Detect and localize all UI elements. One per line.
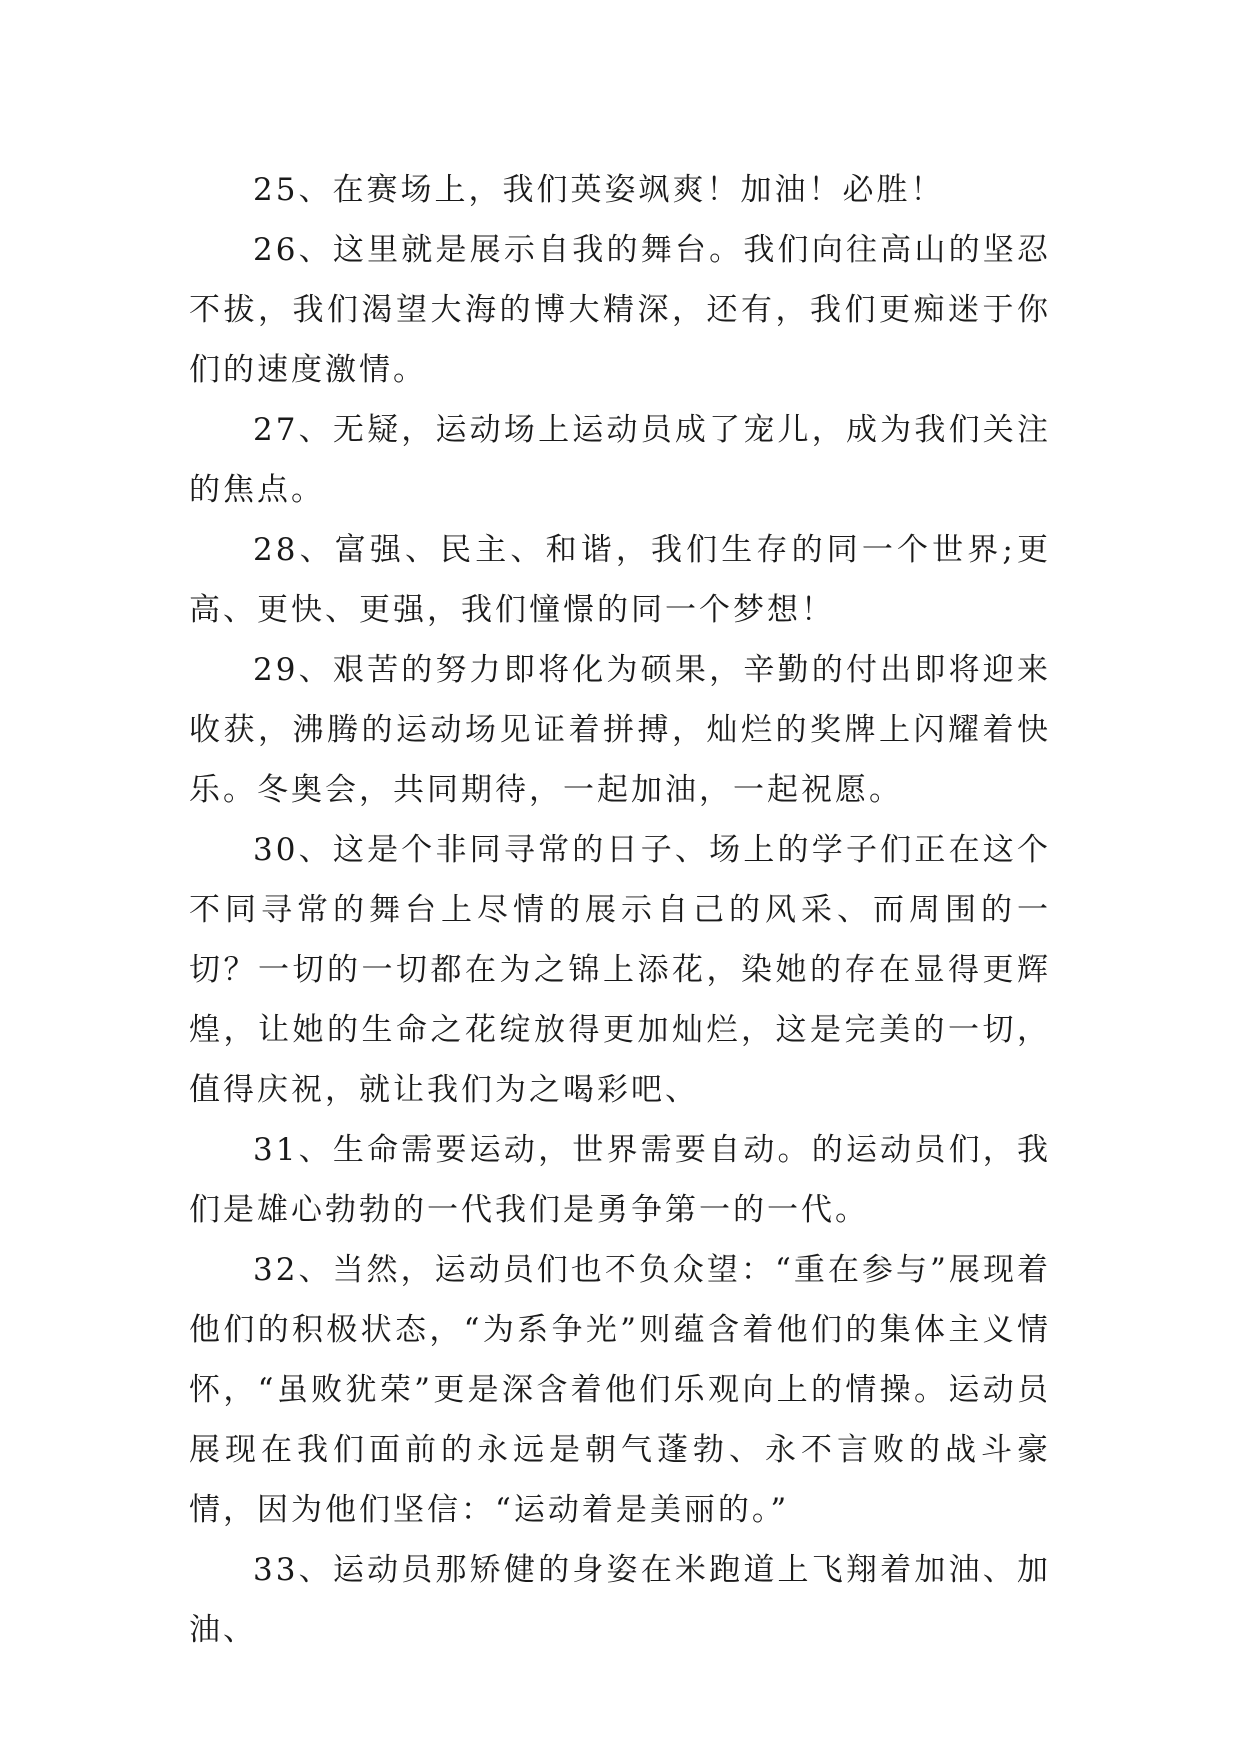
paragraph-26: 26、这里就是展示自我的舞台。我们向往高山的坚忍不拔，我们渴望大海的博大精深，还有，我们更痴迷于你们的速度激情。 (189, 232, 1051, 388)
paragraph-30: 30、这是个非同寻常的日子、场上的学子们正在这个不同寻常的舞台上尽情的展示自己的风采、而周围的一切？一切的一切都在为之锦上添花，染她的存在显得更辉煌，让她的生命之花绽放得更加灿烂，这是完美的一切，值得庆祝，就让我们为之喝彩吧、 (189, 832, 1051, 1108)
paragraph-32: 32、当然，运动员们也不负众望：“重在参与”展现着他们的积极状态，“为系争光”则蕴含着他们的集体主义情怀，“虽败犹荣”更是深含着他们乐观向上的情操。运动员展现在我们面前的永远是朝气蓬勃、永不言败的战斗豪情，因为他们坚信：“运动着是美丽的。” (189, 1252, 1051, 1528)
paragraph-27: 27、无疑，运动场上运动员成了宠儿，成为我们关注的焦点。 (189, 412, 1051, 508)
paragraph-31: 31、生命需要运动，世界需要自动。的运动员们，我们是雄心勃勃的一代我们是勇争第一的一代。 (189, 1132, 1051, 1228)
paragraph-33: 33、运动员那矫健的身姿在米跑道上飞翔着加油、加油、 (189, 1552, 1051, 1648)
document-body (189, 160, 1051, 1660)
paragraph-28: 28、富强、民主、和谐，我们生存的同一个世界;更高、更快、更强，我们憧憬的同一个梦想！ (189, 532, 1051, 628)
paragraph-29: 29、艰苦的努力即将化为硕果，辛勤的付出即将迎来收获，沸腾的运动场见证着拼搏，灿烂的奖牌上闪耀着快乐。冬奥会，共同期待，一起加油，一起祝愿。 (189, 652, 1051, 808)
paragraph-25: 25、在赛场上，我们英姿飒爽！加油！必胜！ (253, 172, 945, 208)
